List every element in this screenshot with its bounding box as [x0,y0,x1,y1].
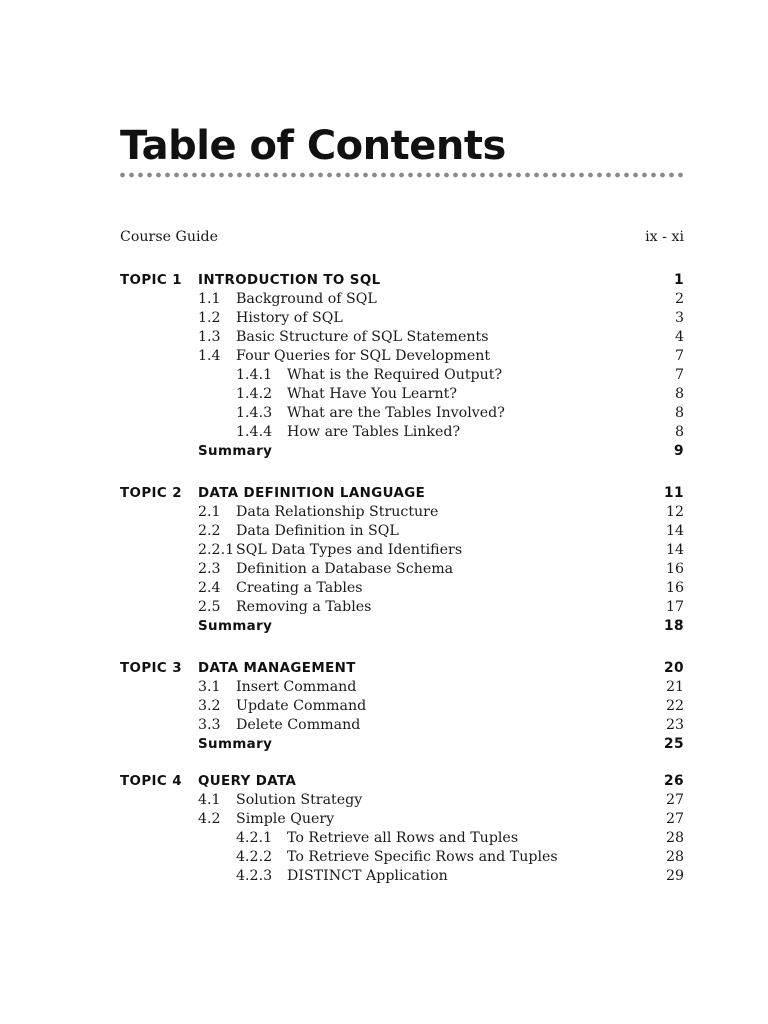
topic-label: TOPIC 4 [120,774,182,789]
course-guide-pages: ix - xi [645,229,684,245]
section-title: Definition a Database Schema [236,561,454,577]
section-page: 23 [665,717,684,733]
summary-page: 18 [664,618,684,634]
section-title: Four Queries for SQL Development [236,348,491,364]
topic-page: 11 [664,485,684,501]
topic-page: 26 [664,773,684,789]
toc-entry[interactable] [0,309,768,328]
subsection-number: 1.4.1 [236,367,273,383]
dotted-divider [118,172,684,178]
toc-entry[interactable] [0,810,768,829]
topic-heading-row[interactable] [0,659,768,678]
toc-entry[interactable] [0,560,768,579]
subsection-number: 1.4.4 [236,424,273,440]
subsection-number: 1.4.2 [236,386,273,402]
topic-title: DATA MANAGEMENT [198,661,356,676]
subsection-page: 8 [674,386,684,402]
topic-title: INTRODUCTION TO SQL [198,273,381,288]
section-title: Insert Command [236,679,357,695]
toc-subentry[interactable] [0,366,768,385]
summary-row[interactable] [0,617,768,636]
section-number: 1.2 [198,310,221,326]
subsection-title: What Have You Learnt? [287,386,457,402]
section-page: 27 [665,792,684,808]
summary-label: Summary [198,619,273,634]
topic-heading-row[interactable] [0,271,768,290]
section-title: Solution Strategy [236,792,363,808]
toc-entry[interactable] [0,347,768,366]
topic-label: TOPIC 1 [120,273,182,288]
section-number: 1.3 [198,329,221,345]
subsection-page: 28 [665,830,684,846]
topic-title: DATA DEFINITION LANGUAGE [198,486,426,501]
section-number: 2.3 [198,561,221,577]
topic-page: 20 [664,660,684,676]
toc-entry[interactable] [0,290,768,309]
section-page: 4 [674,329,684,345]
section-number: 4.2 [198,811,221,827]
section-page: 21 [665,679,684,695]
section-title: Update Command [236,698,367,714]
section-title: SQL Data Types and Identifiers [236,542,463,558]
section-number: 3.1 [198,679,221,695]
toc-entry[interactable] [0,541,768,560]
subsection-page: 28 [665,849,684,865]
section-title: Data Relationship Structure [236,504,439,520]
section-number: 2.4 [198,580,221,596]
toc-entry[interactable] [0,579,768,598]
toc-subentry[interactable] [0,829,768,848]
toc-entry[interactable] [0,328,768,347]
course-guide-row[interactable] [0,228,768,247]
section-page: 22 [665,698,684,714]
subsection-page: 8 [674,405,684,421]
section-number: 3.3 [198,717,221,733]
section-page: 3 [674,310,684,326]
summary-label: Summary [198,444,273,459]
section-page: 2 [674,291,684,307]
section-number: 2.1 [198,504,221,520]
subsection-title: To Retrieve Specific Rows and Tuples [287,849,558,865]
section-title: History of SQL [236,310,343,326]
subsection-number: 4.2.1 [236,830,273,846]
topic-heading-row[interactable] [0,772,768,791]
section-page: 14 [665,542,684,558]
subsection-title: DISTINCT Application [287,868,448,884]
subsection-number: 1.4.3 [236,405,273,421]
section-number: 1.1 [198,291,221,307]
subsection-page: 8 [674,424,684,440]
toc-entry[interactable] [0,697,768,716]
section-number: 3.2 [198,698,221,714]
section-page: 7 [674,348,684,364]
subsection-title: What are the Tables Involved? [287,405,505,421]
page-title: Table of Contents [120,123,506,169]
summary-row[interactable] [0,442,768,461]
section-title: Creating a Tables [236,580,363,596]
section-page: 17 [665,599,684,615]
topic-label: TOPIC 2 [120,486,182,501]
subsection-number: 4.2.2 [236,849,273,865]
summary-page: 25 [664,736,684,752]
subsection-title: To Retrieve all Rows and Tuples [287,830,519,846]
summary-row[interactable] [0,735,768,754]
section-number: 2.5 [198,599,221,615]
section-title: Data Definition in SQL [236,523,399,539]
section-number: 2.2 [198,523,221,539]
toc-entry[interactable] [0,503,768,522]
topic-title: QUERY DATA [198,774,297,789]
course-guide-label: Course Guide [120,229,218,245]
toc-entry[interactable] [0,678,768,697]
section-number: 4.1 [198,792,221,808]
topic-label: TOPIC 3 [120,661,182,676]
summary-page: 9 [674,443,684,459]
section-title: Delete Command [236,717,361,733]
toc-subentry[interactable] [0,423,768,442]
toc-entry[interactable] [0,791,768,810]
toc-entry[interactable] [0,716,768,735]
section-page: 27 [665,811,684,827]
section-page: 16 [665,561,684,577]
section-title: Background of SQL [236,291,377,307]
section-page: 12 [665,504,684,520]
section-title: Simple Query [236,811,335,827]
section-number: 1.4 [198,348,221,364]
subsection-title: How are Tables Linked? [287,424,461,440]
toc-entry[interactable] [0,598,768,617]
toc-subentry[interactable] [0,848,768,867]
toc-subentry[interactable] [0,867,768,886]
topic-heading-row[interactable] [0,484,768,503]
section-page: 14 [665,523,684,539]
section-title: Basic Structure of SQL Statements [236,329,489,345]
toc-subentry[interactable] [0,385,768,404]
subsection-title: What is the Required Output? [287,367,503,383]
section-number: 2.2.1 [198,542,235,558]
subsection-number: 4.2.3 [236,868,273,884]
subsection-page: 7 [674,367,684,383]
section-page: 16 [665,580,684,596]
summary-label: Summary [198,737,273,752]
toc-subentry[interactable] [0,404,768,423]
section-title: Removing a Tables [236,599,372,615]
toc-entry[interactable] [0,522,768,541]
subsection-page: 29 [665,868,684,884]
topic-page: 1 [674,272,684,288]
